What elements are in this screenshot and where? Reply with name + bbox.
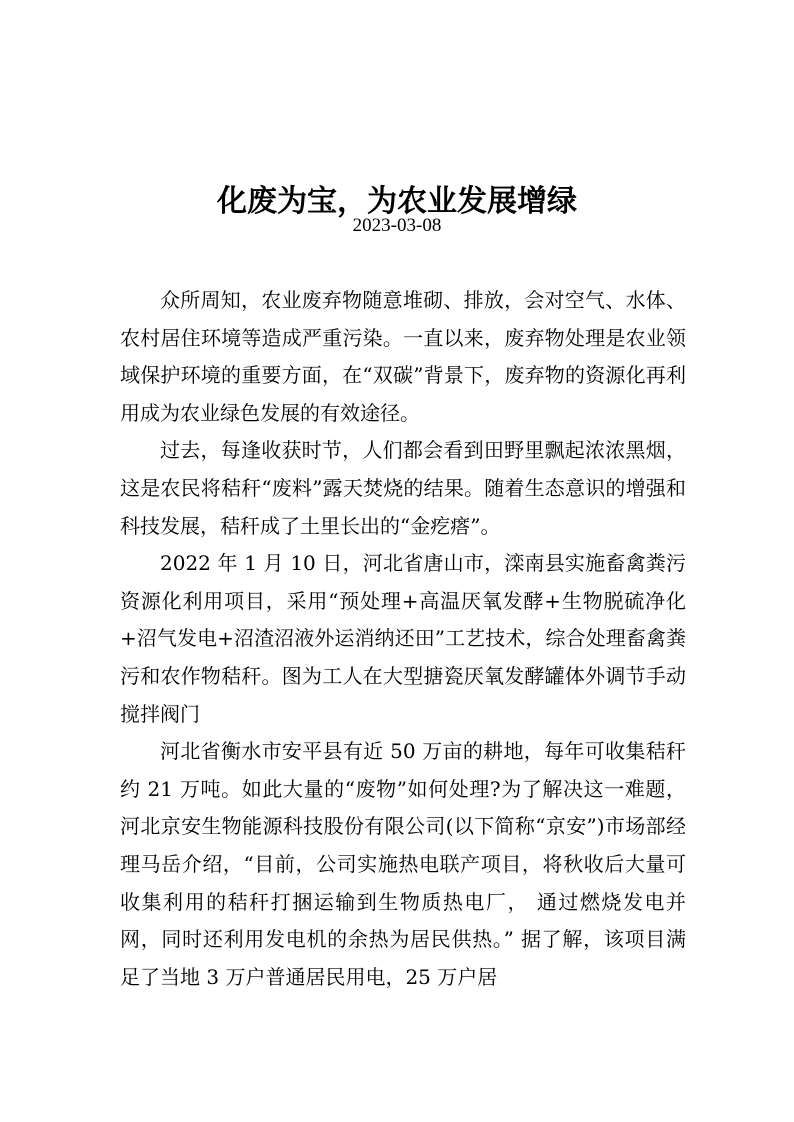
article-date: 2023-03-08 bbox=[352, 215, 442, 236]
article-body bbox=[120, 282, 686, 996]
paragraph-4: 河北省衡水市安平县有近 50 万亩的耕地，每年可收集秸秆约 21 万吨。如此大量的“废物”如何处理?为了解决这一难题，河北京安生物能源科技股份有限公司(以下简称“京安”)市场部经理马岳介绍，“目前，公司实施热电联产项目，将秋收后大量可收集利用的秸秆打捆运输到生物质热电厂， 通过燃烧发电并网，同时还利用发电机的余热为居民供热。” 据了解，该项目满足了当地 3 万户普通居民用电，25 万户居 bbox=[120, 739, 686, 989]
paragraph-2: 过去，每逢收获时节，人们都会看到田野里飘起浓浓黑烟，这是农民将秸秆“废料”露天焚烧的结果。随着生态意识的增强和科技发展，秸秆成了土里长出的“金疙瘩”。 bbox=[120, 438, 686, 538]
article-title: 化废为宝，为农业发展增绿 bbox=[217, 184, 577, 220]
paragraph-1: 众所周知，农业废弃物随意堆砌、排放，会对空气、水体、农村居住环境等造成严重污染。一直以来，废弃物处理是农业领域保护环境的重要方面，在“双碳”背景下，废弃物的资源化再利用成为农业绿色发展的有效途径。 bbox=[120, 288, 686, 425]
paragraph-3: 2022 年 1 月 10 日，河北省唐山市，滦南县实施畜禽粪污资源化利用项目，采用“预处理+高温厌氧发酵+生物脱硫净化+沼气发电+沼渣沼液外运消纳还田”工艺技术，综合处理畜禽粪污和农作物秸秆。图为工人在大型搪瓷厌氧发酵罐体外调节手动搅拌阀门 bbox=[120, 551, 686, 726]
